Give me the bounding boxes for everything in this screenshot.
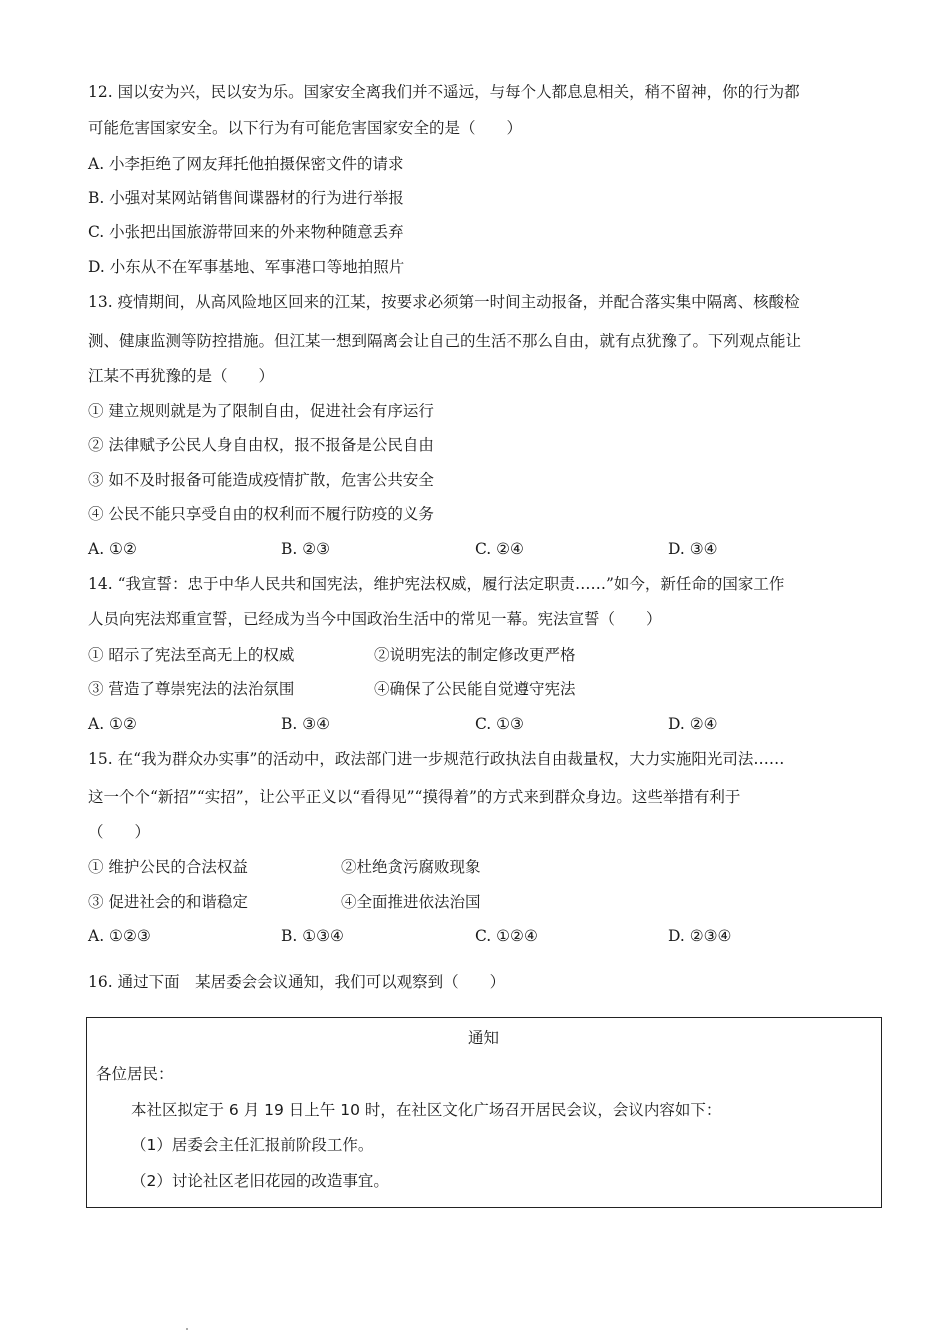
q15-statement-1: ① 维护公民的合法权益 bbox=[88, 858, 248, 876]
q15-option-c: C. ①②④ bbox=[475, 927, 538, 945]
q12-stem-line2: 可能危害国家安全。以下行为有可能危害国家安全的是（ ） bbox=[88, 119, 523, 137]
q12-option-b: B. 小强对某网站销售间谍器材的行为进行举报 bbox=[88, 189, 404, 207]
q14-stem-line2: 人员向宪法郑重宣誓，已经成为当今中国政治生活中的常见一幕。宪法宣誓（ ） bbox=[88, 610, 662, 628]
q15-option-a: A. ①②③ bbox=[88, 927, 151, 945]
page-speck bbox=[186, 1328, 188, 1330]
q13-statement-2: ② 法律赋予公民人身自由权，报不报备是公民自由 bbox=[88, 436, 434, 454]
q14-statement-2: ②说明宪法的制定修改更严格 bbox=[374, 646, 576, 664]
notice-item-2: （2）讨论社区老旧花园的改造事宜。 bbox=[131, 1172, 389, 1190]
q15-statement-2: ②杜绝贪污腐败现象 bbox=[341, 858, 481, 876]
q15-statement-3: ③ 促进社会的和谐稳定 bbox=[88, 893, 248, 911]
notice-body: 本社区拟定于 6 月 19 日上午 10 时，在社区文化广场召开居民会议，会议内容如下： bbox=[131, 1101, 722, 1119]
q13-stem-line2: 测、健康监测等防控措施。但江某一想到隔离会让自己的生活不那么自由，就有点犹豫了。下列观点能让 bbox=[88, 332, 802, 350]
q14-option-d: D. ②④ bbox=[668, 715, 718, 733]
q14-option-a: A. ①② bbox=[88, 715, 137, 733]
q13-option-a: A. ①② bbox=[88, 540, 137, 558]
q14-statement-1: ① 昭示了宪法至高无上的权威 bbox=[88, 646, 295, 664]
meeting-notice-box bbox=[86, 1017, 882, 1208]
q16-stem: 16. 通过下面 某居委会会议通知，我们可以观察到（ ） bbox=[88, 973, 506, 991]
q14-statement-4: ④确保了公民能自觉遵守宪法 bbox=[374, 680, 576, 698]
q12-option-a: A. 小李拒绝了网友拜托他拍摄保密文件的请求 bbox=[88, 155, 404, 173]
q14-stem-line1: 14. “我宣誓：忠于中华人民共和国宪法，维护宪法权威，履行法定职责……”如今，新任命的国家工作 bbox=[88, 575, 785, 593]
q15-stem-line2: 这一个个“新招”“实招”，让公平正义以“看得见”“摸得着”的方式来到群众身边。这些举措有利于 bbox=[88, 788, 741, 806]
notice-item-1: （1）居委会主任汇报前阶段工作。 bbox=[131, 1136, 374, 1154]
q14-statement-3: ③ 营造了尊崇宪法的法治氛围 bbox=[88, 680, 295, 698]
q15-stem-line3: （ ） bbox=[88, 823, 151, 841]
q15-statement-4: ④全面推进依法治国 bbox=[341, 893, 481, 911]
q12-option-d: D. 小东从不在军事基地、军事港口等地拍照片 bbox=[88, 258, 405, 276]
q14-option-b: B. ③④ bbox=[281, 715, 331, 733]
q15-stem-line1: 15. 在“我为群众办实事”的活动中，政法部门进一步规范行政执法自由裁量权，大力实施阳光司法…… bbox=[88, 750, 785, 768]
q13-option-c: C. ②④ bbox=[475, 540, 524, 558]
q13-option-b: B. ②③ bbox=[281, 540, 331, 558]
q13-stem-line1: 13. 疫情期间，从高风险地区回来的江某，按要求必须第一时间主动报备，并配合落实集中隔离、核酸检 bbox=[88, 293, 800, 311]
q13-stem-line3: 江某不再犹豫的是（ ） bbox=[88, 367, 275, 385]
q15-option-b: B. ①③④ bbox=[281, 927, 344, 945]
q12-stem-line1: 12. 国以安为兴，民以安为乐。国家安全离我们并不遥远，与每个人都息息相关，稍不留神，你的行为都 bbox=[88, 83, 800, 101]
q13-statement-1: ① 建立规则就是为了限制自由，促进社会有序运行 bbox=[88, 402, 434, 420]
q15-option-d: D. ②③④ bbox=[668, 927, 732, 945]
q13-statement-3: ③ 如不及时报备可能造成疫情扩散，危害公共安全 bbox=[88, 471, 434, 489]
q13-statement-4: ④ 公民不能只享受自由的权利而不履行防疫的义务 bbox=[88, 505, 434, 523]
notice-title: 通知 bbox=[467, 1029, 499, 1047]
q12-option-c: C. 小张把出国旅游带回来的外来物种随意丢弃 bbox=[88, 223, 404, 241]
q14-option-c: C. ①③ bbox=[475, 715, 524, 733]
q13-option-d: D. ③④ bbox=[668, 540, 718, 558]
notice-salutation: 各位居民： bbox=[96, 1065, 174, 1083]
